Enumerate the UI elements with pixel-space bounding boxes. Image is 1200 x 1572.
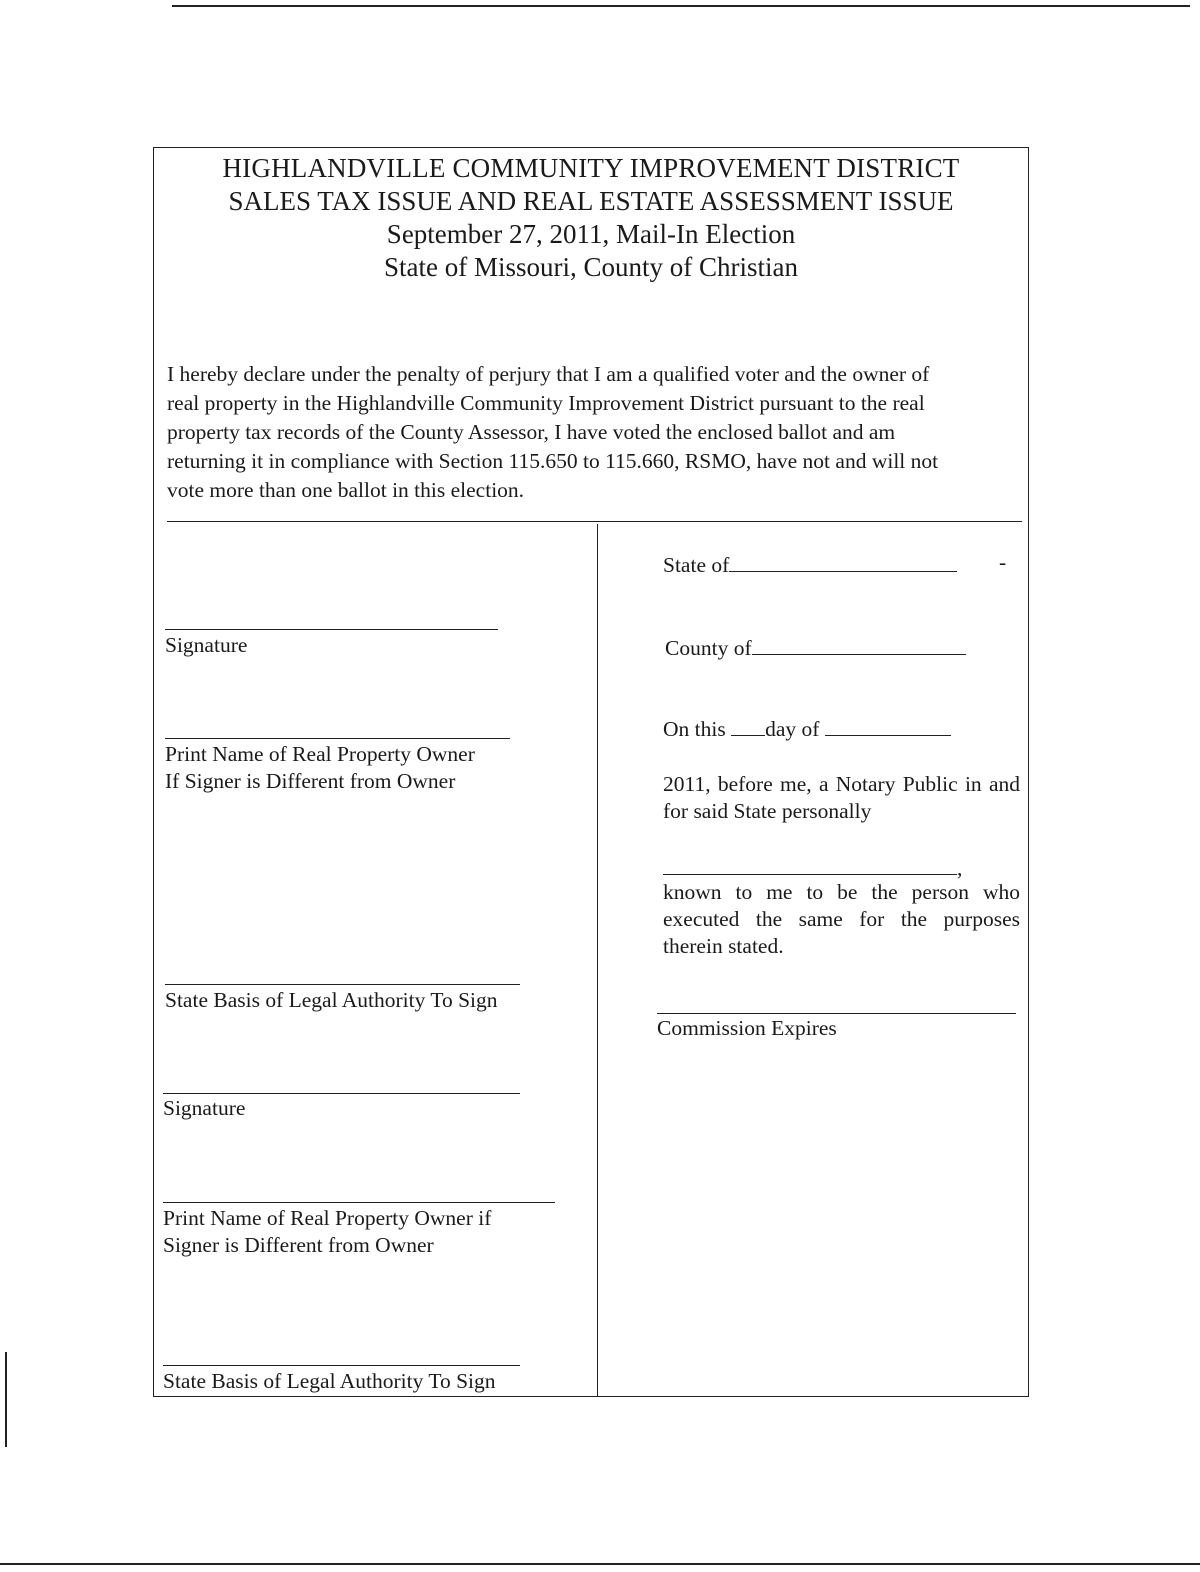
commission-expires-label: Commission Expires	[657, 1016, 837, 1040]
declaration-line: I hereby declare under the penalty of perjury that I am a qualified voter and the owner of	[167, 362, 930, 386]
district-title: HIGHLANDVILLE COMMUNITY IMPROVEMENT DISTRICT	[222, 153, 960, 183]
legal-authority-1-label: State Basis of Legal Authority To Sign	[165, 988, 498, 1012]
month-blank[interactable]	[825, 715, 951, 736]
stray-mark: -	[999, 550, 1007, 574]
print-name-1-sublabel: If Signer is Different from Owner	[165, 769, 456, 793]
county-of-field	[665, 634, 966, 662]
state-of-field	[663, 551, 957, 579]
print-name-2-line[interactable]	[163, 1202, 555, 1203]
signature-1-label: Signature	[165, 633, 248, 657]
section-divider	[167, 521, 1022, 522]
person-name-blank[interactable]	[663, 854, 957, 875]
person-field	[663, 854, 962, 882]
form-header	[154, 152, 1028, 284]
declaration-line: property tax records of the County Assessor, I have voted the enclosed ballot and am	[167, 420, 896, 444]
scan-edge-top	[172, 5, 1190, 7]
on-this-label: On this	[663, 717, 726, 741]
election-date: September 27, 2011, Mail-In Election	[386, 219, 796, 249]
print-name-1-label: Print Name of Real Property Owner	[165, 742, 475, 766]
signature-1-line[interactable]	[165, 629, 498, 630]
scan-edge-left	[5, 1352, 7, 1447]
signature-2-label: Signature	[163, 1096, 246, 1120]
state-of-label: State of	[663, 553, 730, 577]
declaration-line: returning it in compliance with Section 115.650 to 115.660, RSMO, have not and will not	[167, 449, 939, 473]
print-name-2-sublabel: Signer is Different from Owner	[163, 1233, 434, 1257]
scan-edge-bottom	[0, 1563, 1200, 1565]
day-of-label: day of	[765, 717, 820, 741]
jurisdiction: State of Missouri, County of Christian	[384, 252, 798, 282]
signature-2-line[interactable]	[163, 1093, 520, 1094]
comma: ,	[957, 856, 963, 880]
commission-expires-line[interactable]	[657, 1013, 1016, 1014]
print-name-1-line[interactable]	[165, 738, 510, 739]
state-of-blank[interactable]	[729, 551, 957, 572]
affidavit-form	[153, 147, 1029, 1397]
print-name-2-label: Print Name of Real Property Owner if	[163, 1206, 492, 1230]
declaration-paragraph	[167, 360, 1023, 505]
column-divider	[597, 524, 598, 1397]
county-of-blank[interactable]	[752, 634, 966, 655]
declaration-line: vote more than one ballot in this election.	[167, 478, 525, 502]
legal-authority-2-line[interactable]	[163, 1365, 520, 1366]
date-field	[663, 715, 951, 743]
day-blank[interactable]	[731, 715, 765, 736]
declaration-line: real property in the Highlandville Community Improvement District pursuant to the real	[167, 391, 925, 415]
legal-authority-1-line[interactable]	[165, 984, 520, 985]
issue-title: SALES TAX ISSUE AND REAL ESTATE ASSESSMENT ISSUE	[228, 186, 954, 216]
legal-authority-2-label: State Basis of Legal Authority To Sign	[163, 1369, 496, 1393]
known-paragraph: known to me to be the person who executed the same for the purposes therein stated.	[663, 880, 1020, 958]
county-of-label: County of	[665, 636, 752, 660]
notary-paragraph: 2011, before me, a Notary Public in and for said State personally	[663, 772, 1020, 823]
